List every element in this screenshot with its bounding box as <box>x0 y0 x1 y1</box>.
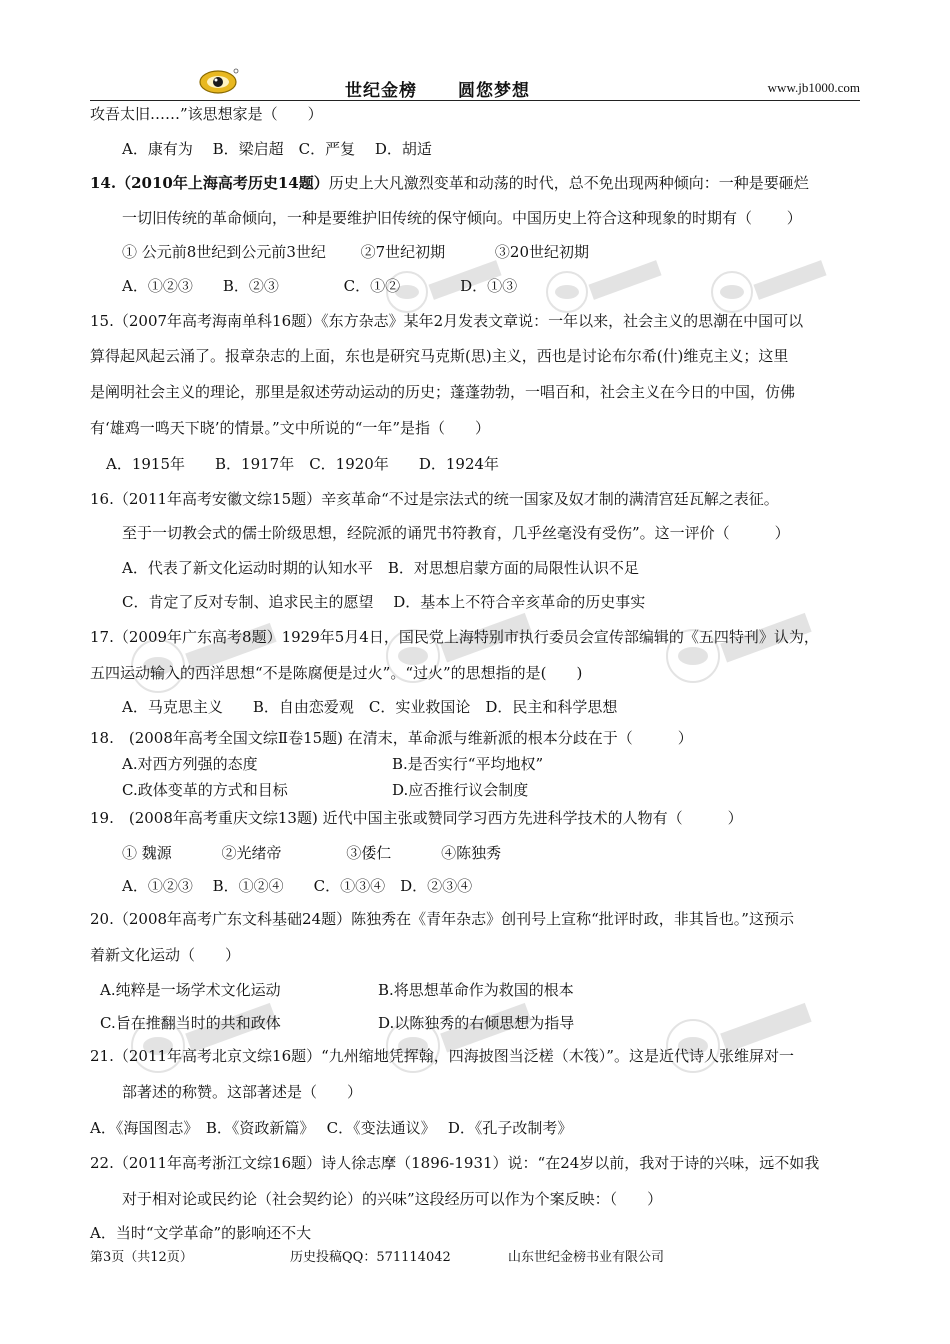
option-d: D.以陈独秀的右倾思想为指导 <box>378 1014 575 1032</box>
watermark-icon <box>710 258 830 318</box>
question-16-stem: 16.（2011年高考安徽文综15题）辛亥革命“不过是宗法式的统一国家及奴才制的满清宫廷瓦解之表征。 <box>90 490 779 508</box>
question-text: 历史上大凡激烈变革和动荡的时代，总不免出现两种倾向：一种是要砸烂 <box>328 174 809 192</box>
watermark-icon <box>545 258 665 318</box>
watermark-icon <box>665 610 815 690</box>
question-text: 对于相对论或民约论（社会契约论）的兴味”这段经历可以作为个案反映：（ ） <box>122 1190 663 1208</box>
header-url[interactable]: www.jb1000.com <box>767 80 860 95</box>
header-divider <box>90 100 860 101</box>
header-title: 世纪金榜 <box>345 81 417 101</box>
question-17-stem: 17.（2009年广东高考8题）1929年5月4日，国民党上海特别市执行委员会宣传部编辑的《五四特刊》认为， <box>90 628 819 646</box>
option-b: B.将思想革命作为救国的根本 <box>378 981 574 999</box>
option-b: B.是否实行“平均地权” <box>392 755 544 773</box>
question-number: 14. <box>90 174 117 192</box>
question-19-stem: 19. (2008年高考重庆文综13题) 近代中国主张或赞同学习西方先进科学技术的人物有（ ） <box>90 809 743 827</box>
question-items: ① 公元前8世纪到公元前3世纪 ②7世纪初期 ③20世纪初期 <box>122 243 590 261</box>
answer-options: A．《海国图志》 B．《资政新篇》 C．《变法通议》 D．《孔子改制考》 <box>90 1119 573 1137</box>
answer-options: C．肯定了反对专制、追求民主的愿望 D．基本上不符合辛亥革命的历史事实 <box>122 593 646 611</box>
option-c: C.政体变革的方式和目标 <box>122 781 288 799</box>
option-d: D.应否推行议会制度 <box>392 781 529 799</box>
question-20-stem: 20.（2008年高考广东文科基础24题）陈独秀在《青年杂志》创刊号上宣称“批评时政，非其旨也。”这预示 <box>90 910 794 928</box>
question-items: ① 魏源 ②光绪帝 ③倭仁 ④陈独秀 <box>122 844 502 862</box>
watermark-icon <box>385 1000 535 1080</box>
question-text: 着新文化运动（ ） <box>90 946 241 964</box>
question-15-stem: 15.（2007年高考海南单科16题）《东方杂志》某年2月发表文章说：一年以来，社会主义的思潮在中国可以 <box>90 312 804 330</box>
eye-logo-icon <box>198 66 240 96</box>
option-c: C.旨在推翻当时的共和政体 <box>100 1014 281 1032</box>
answer-options: A．①②③ B．①②④ C．①③④ D．②③④ <box>122 877 473 895</box>
footer-qq: 历史投稿QQ：571114042 <box>290 1250 451 1265</box>
page-header <box>90 66 860 102</box>
header-slogan: 圆您梦想 <box>458 81 530 101</box>
question-text: 部著述的称赞。这部著述是（ ） <box>122 1083 363 1101</box>
question-text: 算得起风起云涌了。报章杂志的上面，东也是研究马克斯(思)主义，西也是讨论布尔希(什)维克主义；这里 <box>90 347 789 365</box>
answer-option-a: A．当时“文学革命”的影响还不大 <box>90 1224 312 1242</box>
question-text: 是阐明社会主义的理论，那里是叙述劳动运动的历史；蓬蓬勃勃，一唱百和，社会主义在今日的中国，仿佛 <box>90 383 796 401</box>
watermark-icon <box>130 1000 280 1080</box>
answer-options: A．①②③ B．②③ C．①② D．①③ <box>122 277 518 295</box>
question-text: 五四运动输入的西洋思想“不是陈腐便是过火”。“过火”的思想指的是( ) <box>90 664 583 682</box>
answer-options: A．康有为 B．梁启超 C．严复 D．胡适 <box>122 140 432 158</box>
question-text: 攻吾太旧……”该思想家是（ ） <box>90 105 323 123</box>
footer-company: 山东世纪金榜书业有限公司 <box>508 1250 665 1265</box>
option-a: A.对西方列强的态度 <box>122 755 258 773</box>
question-18-stem: 18. (2008年高考全国文综Ⅱ卷15题) 在清末，革命派与维新派的根本分歧在于（ ） <box>90 729 693 747</box>
question-text: 一切旧传统的革命倾向，一种是要维护旧传统的保守倾向。中国历史上符合这种现象的时期有（ ） <box>122 209 802 227</box>
question-text: 有‘雄鸡一鸣天下晓’的情景。”文中所说的“一年”是指（ ） <box>90 419 491 437</box>
footer-page-number: 第3页（共12页） <box>90 1250 193 1265</box>
option-a: A.纯粹是一场学术文化运动 <box>100 981 281 999</box>
question-21-stem: 21.（2011年高考北京文综16题）“九州缩地凭挥翰，四海披图当泛槎（木筏）”。这是近代诗人张维屏对一 <box>90 1047 794 1065</box>
question-22-stem: 22.（2011年高考浙江文综16题）诗人徐志摩（1896-1931）说：“在24岁以前，我对于诗的兴味，远不如我 <box>90 1154 820 1172</box>
question-14-stem <box>90 173 809 193</box>
answer-options: A．马克思主义 B．自由恋爱观 C．实业救国论 D．民主和科学思想 <box>122 698 618 716</box>
answer-options: A．代表了新文化运动时期的认知水平 B．对思想启蒙方面的局限性认识不足 <box>122 559 639 577</box>
answer-options: A．1915年 B．1917年 C．1920年 D．1924年 <box>106 455 500 473</box>
question-source: （2010年上海高考历史14题） <box>116 174 329 192</box>
watermark-icon <box>665 1000 815 1080</box>
question-text: 至于一切教会式的儒士阶级思想，经院派的诵咒书符教育，几乎丝毫没有受伤”。这一评价（ ） <box>122 524 790 542</box>
